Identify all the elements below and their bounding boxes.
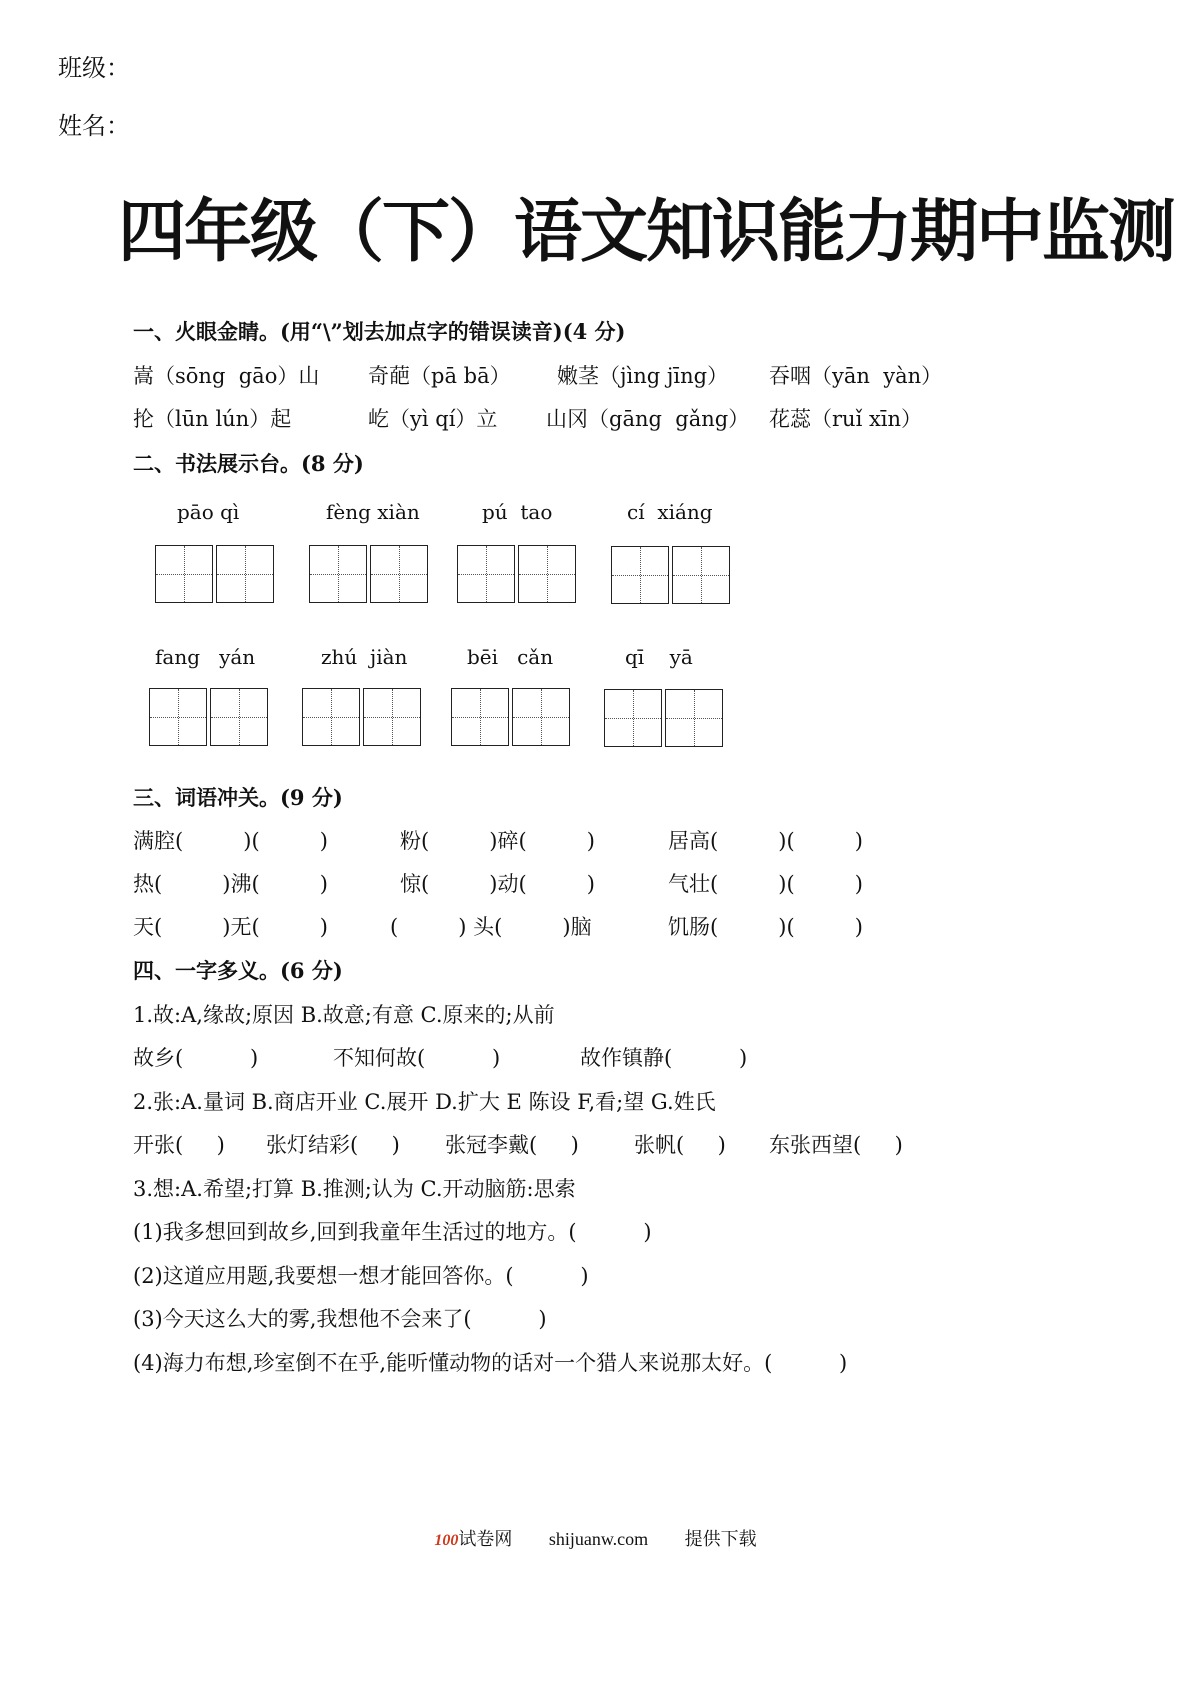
sec1-item: 嫩茎（jìng jīng） bbox=[557, 364, 729, 388]
q2-blank-item[interactable]: 张灯结彩( ) bbox=[266, 1133, 400, 1157]
q1-blank-item[interactable]: 不知何故( ) bbox=[333, 1046, 501, 1070]
site-name: 试卷网 bbox=[458, 1529, 513, 1549]
writing-grid[interactable] bbox=[457, 545, 579, 603]
download-note: 提供下载 bbox=[684, 1529, 757, 1549]
q1-blank-item[interactable]: 故作镇静( ) bbox=[580, 1046, 748, 1070]
word-blank-item[interactable]: 粉( )碎( ) bbox=[400, 829, 595, 853]
footer bbox=[0, 1525, 1191, 1551]
word-blank-item[interactable]: ( ) 头( )脑 bbox=[390, 915, 592, 939]
sec1-item: 花蕊（ruǐ xīn） bbox=[769, 407, 923, 431]
writing-grid[interactable] bbox=[302, 688, 424, 746]
exam-title: 四年级（下）语文知识能力期中监测 bbox=[118, 193, 1175, 272]
section-2-heading: 二、书法展示台。(8 分) bbox=[133, 451, 364, 476]
name-label: 姓名： bbox=[58, 112, 130, 140]
writing-cell[interactable] bbox=[457, 545, 515, 603]
writing-grid[interactable] bbox=[155, 545, 277, 603]
q2-blank-item[interactable]: 东张西望( ) bbox=[769, 1133, 903, 1157]
writing-cell[interactable] bbox=[155, 545, 213, 603]
pinyin-label: cí xiáng bbox=[627, 500, 713, 524]
pinyin-label: zhú jiàn bbox=[321, 645, 408, 669]
pinyin-label: pú tao bbox=[482, 500, 553, 524]
section-4-heading: 四、一字多义。(6 分) bbox=[133, 958, 343, 983]
q2-blank-item[interactable]: 开张( ) bbox=[133, 1133, 225, 1157]
sec1-item: 嵩（sōng gāo）山 bbox=[133, 364, 320, 388]
pinyin-label: qī yā bbox=[625, 645, 693, 669]
sec1-item: 奇葩（pā bā） bbox=[368, 364, 511, 388]
writing-grid[interactable] bbox=[309, 545, 431, 603]
writing-grid[interactable] bbox=[604, 689, 726, 747]
writing-cell[interactable] bbox=[309, 545, 367, 603]
q2-definitions: 2.张:A.量词 B.商店开业 C.展开 D.扩大 E 陈设 F,看;望 G.姓氏 bbox=[133, 1090, 716, 1114]
writing-cell[interactable] bbox=[363, 688, 421, 746]
q3-sentence[interactable]: (1)我多想回到故乡,回到我童年生活过的地方。( ) bbox=[133, 1220, 652, 1244]
q3-sentence[interactable]: (4)海力布想,珍室倒不在乎,能听懂动物的话对一个猎人来说那太好。( ) bbox=[133, 1351, 848, 1375]
writing-grid[interactable] bbox=[451, 688, 573, 746]
writing-cell[interactable] bbox=[512, 688, 570, 746]
word-blank-item[interactable]: 满腔( )( ) bbox=[133, 829, 328, 853]
writing-grid[interactable] bbox=[611, 546, 733, 604]
writing-cell[interactable] bbox=[604, 689, 662, 747]
writing-cell[interactable] bbox=[611, 546, 669, 604]
writing-cell[interactable] bbox=[518, 545, 576, 603]
writing-cell[interactable] bbox=[210, 688, 268, 746]
writing-cell[interactable] bbox=[216, 545, 274, 603]
sec1-item: 抡（lūn lún）起 bbox=[133, 407, 292, 431]
word-blank-item[interactable]: 热( )沸( ) bbox=[133, 872, 328, 896]
word-blank-item[interactable]: 居高( )( ) bbox=[668, 829, 863, 853]
sec1-item: 屹（yì qí）立 bbox=[368, 407, 498, 431]
sec1-item: 吞咽（yān yàn） bbox=[769, 364, 943, 388]
q3-sentence[interactable]: (3)今天这么大的雾,我想他不会来了( ) bbox=[133, 1307, 547, 1331]
word-blank-item[interactable]: 饥肠( )( ) bbox=[668, 915, 863, 939]
q3-definitions: 3.想:A.希望;打算 B.推测;认为 C.开动脑筋:思索 bbox=[133, 1177, 576, 1201]
writing-cell[interactable] bbox=[149, 688, 207, 746]
pinyin-label: fang yán bbox=[155, 645, 256, 669]
word-blank-item[interactable]: 惊( )动( ) bbox=[400, 872, 595, 896]
site-brand[interactable] bbox=[434, 1529, 512, 1549]
word-blank-item[interactable]: 气壮( )( ) bbox=[668, 872, 863, 896]
pinyin-label: pāo qì bbox=[177, 500, 240, 524]
site-logo: 100 bbox=[434, 1532, 459, 1549]
class-label: 班级： bbox=[58, 54, 130, 82]
word-blank-item[interactable]: 天( )无( ) bbox=[133, 915, 328, 939]
sec1-item: 山冈（gāng gǎng） bbox=[546, 407, 750, 431]
section-1-heading: 一、火眼金睛。(用“\”划去加点字的错误读音)(4 分) bbox=[133, 319, 626, 344]
pinyin-label: bēi cǎn bbox=[467, 645, 554, 669]
section-3-heading: 三、词语冲关。(9 分) bbox=[133, 785, 343, 810]
q3-sentence[interactable]: (2)这道应用题,我要想一想才能回答你。( ) bbox=[133, 1264, 589, 1288]
q1-blank-item[interactable]: 故乡( ) bbox=[133, 1046, 259, 1070]
site-url[interactable]: shijuanw.com bbox=[548, 1529, 649, 1549]
q2-blank-item[interactable]: 张帆( ) bbox=[634, 1133, 726, 1157]
q1-definitions: 1.故:A,缘故;原因 B.故意;有意 C.原来的;从前 bbox=[133, 1003, 555, 1027]
writing-grid[interactable] bbox=[149, 688, 271, 746]
writing-cell[interactable] bbox=[672, 546, 730, 604]
q2-blank-item[interactable]: 张冠李戴( ) bbox=[445, 1133, 579, 1157]
writing-cell[interactable] bbox=[302, 688, 360, 746]
writing-cell[interactable] bbox=[370, 545, 428, 603]
pinyin-label: fèng xiàn bbox=[326, 500, 420, 524]
writing-cell[interactable] bbox=[665, 689, 723, 747]
writing-cell[interactable] bbox=[451, 688, 509, 746]
